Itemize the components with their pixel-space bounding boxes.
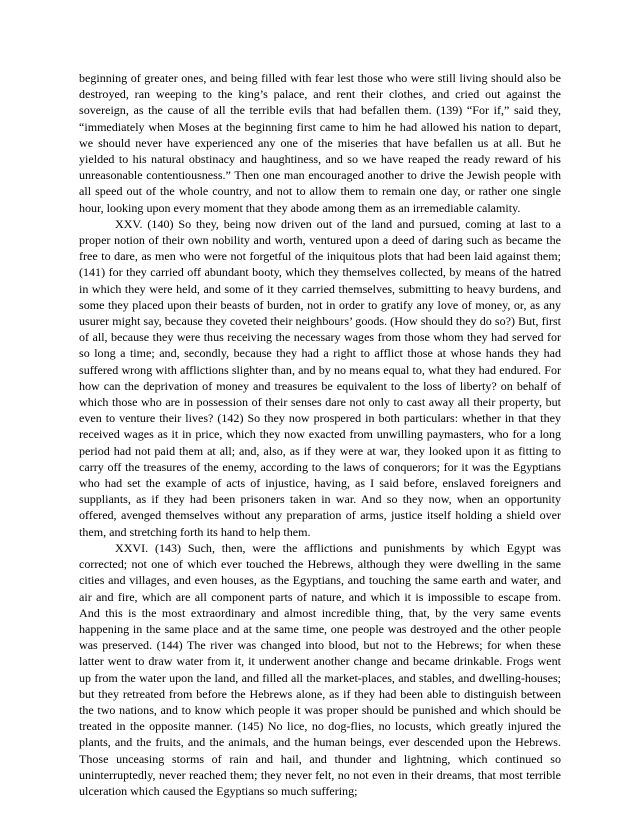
paragraph-2: XXV. (140) So they, being now driven out of the land and pursued, coming at last to a proper notion of their own nobility and worth, ventured upon a deed of daring such as became the free to dare, as men who were not forgetful of the iniquitous plots that had been laid against them; (141) for they carried off abundant booty, which they themselves collected, by means of the hatred in which they were held, and some of it they carried themselves, submitting to heavy burdens, and some they placed upon their beasts of burden, not in order to gratify any love of money, or, as any usurer might say, because they coveted their neighbours’ goods. (How should they do so?) But, first of all, because they were thus receiving the necessary wages from those whom they had served for so long a time; and, secondly, because they had a right to afflict those at whose hands they had suffered wrong with afflictions slighter than, and by no means equal to, what they had endured. For how can the deprivation of money and treasures be equivalent to the loss of liberty? on behalf of which those who are in possession of their senses dare not only to cast away all their property, but even to venture their lives? (142) So they now prospered in both particulars: whether in that they received wages as it in price, which they now exacted from unwilling paymasters, who for a long period had not paid them at all; and, also, as if they were at war, they looked upon it as fitting to carry off the treasures of the enemy, according to the laws of conquerors; for it was the Egyptians who had set the example of acts of injustice, having, as I said before, enslaved foreigners and suppliants, as if they had been prisoners taken in war. And so they now, when an opportunity offered, avenged themselves without any preparation of arms, justice itself holding a shield over them, and stretching forth its hand to help them. <box>79 216 561 539</box>
paragraph-1: beginning of greater ones, and being filled with fear lest those who were still living should also be destroyed, ran weeping to the king’s palace, and rent their clothes, and cried out against the sovereign, as the cause of all the terrible evils that had befallen them. (139) “For if,” said they, “immediately when Moses at the beginning first came to him he had allowed his nation to depart, we should never have experienced any one of the miseries that have befallen us at all. But he yielded to his natural obstinacy and haughtiness, and so we have reaped the ready reward of his unreasonable contentiousness.” Then one man encouraged another to drive the Jewish people with all speed out of the whole country, and not to allow them to remain one day, or rather one single hour, looking upon every moment that they abode among them as an irremediable calamity. <box>79 71 561 215</box>
body-text <box>79 70 561 799</box>
paragraph-3: XXVI. (143) Such, then, were the afflictions and punishments by which Egypt was corrected; not one of which ever touched the Hebrews, although they were dwelling in the same cities and villages, and even houses, as the Egyptians, and touching the same earth and water, and air and fire, which are all component parts of nature, and which it is impossible to escape from. And this is the most extraordinary and almost incredible thing, that, by the very same events happening in the same place and at the same time, one people was destroyed and the other people was preserved. (144) The river was changed into blood, but not to the Hebrews; for when these latter went to draw water from it, it underwent another change and became drinkable. Frogs went up from the water upon the land, and filled all the market-places, and stables, and dwelling-houses; but they retreated from before the Hebrews alone, as if they had been able to distinguish between the two nations, and to know which people it was proper should be punished and which should be treated in the opposite manner. (145) No lice, no dog-flies, no locusts, which greatly injured the plants, and the fruits, and the animals, and the human beings, ever descended upon the Hebrews. Those unceasing storms of rain and hail, and thunder and lightning, which continued so uninterruptedly, never reached them; they never felt, no not even in their dreams, that most terrible ulceration which caused the Egyptians so much suffering; <box>79 540 561 798</box>
